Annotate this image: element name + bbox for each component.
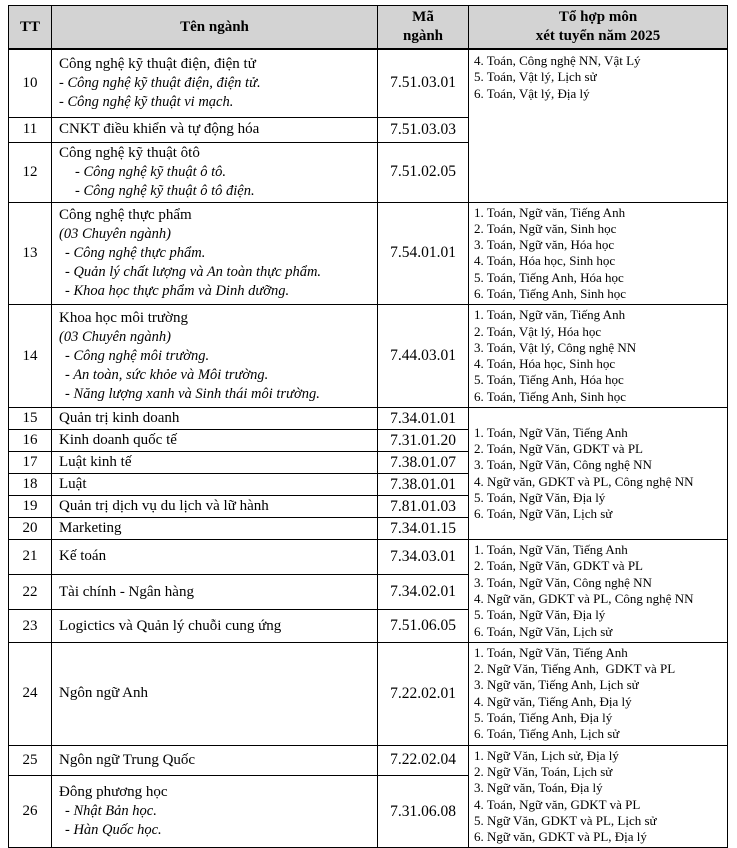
major-title: Đông phương học: [59, 784, 168, 801]
combo-line: 2. Ngữ Văn, Tiếng Anh, GDKT và PL: [474, 661, 676, 677]
row-24-tt: 24: [9, 642, 52, 745]
major-subitem: - Công nghệ môi trường.: [65, 347, 210, 364]
combo-group-21-23: [469, 540, 728, 643]
header-code-line2: ngành: [402, 28, 444, 44]
table-row: [9, 305, 728, 408]
header-row: [9, 6, 728, 50]
admissions-table: [8, 5, 728, 848]
combo-line: 1. Toán, Ngữ Văn, Tiếng Anh: [474, 644, 628, 660]
combo-group-13: [469, 202, 728, 305]
combo-line: 1. Toán, Ngữ văn, Tiếng Anh: [474, 307, 626, 323]
major-title: Quản trị kinh doanh: [59, 410, 180, 427]
combo-line: 1. Toán, Ngữ văn, Tiếng Anh: [474, 204, 626, 220]
row-23-tt: 23: [9, 610, 52, 643]
row-14-name: [52, 305, 378, 408]
combo-line: 6. Toán, Tiếng Anh, Sinh học: [474, 388, 626, 404]
row-25-tt: 25: [9, 745, 52, 775]
row-21-code: 7.34.03.01: [378, 540, 469, 575]
major-title: Ngôn ngữ Trung Quốc: [59, 751, 196, 768]
major-subitem: - Khoa học thực phẩm và Dinh dưỡng.: [65, 282, 290, 299]
combo-line: 1. Toán, Ngữ Văn, Tiếng Anh: [474, 542, 628, 558]
header-name-label: Tên ngành: [180, 18, 249, 35]
row-13-name: [52, 202, 378, 305]
combo-line: 4. Toán, Công nghệ NN, Vật Lý: [474, 53, 641, 68]
table-row: [9, 49, 728, 117]
row-16-tt: 16: [9, 430, 52, 452]
combo-line: 4. Toán, Hóa học, Sinh học: [474, 356, 616, 372]
header-tt: [9, 6, 52, 50]
major-subitem: - Công nghệ thực phẩm.: [65, 244, 206, 261]
major-title: Marketing: [59, 520, 122, 537]
major-title: Quản trị dịch vụ du lịch và lữ hành: [59, 498, 269, 515]
major-title: Kế toán: [59, 548, 107, 565]
row-19-code: 7.81.01.03: [378, 496, 469, 518]
row-13-code: 7.54.01.01: [378, 202, 469, 305]
row-24-name: [52, 642, 378, 745]
header-tt-label: TT: [19, 18, 40, 35]
major-note: (03 Chuyên ngành): [59, 225, 171, 242]
combo-line: 6. Toán, Ngữ Văn, Lịch sử: [474, 623, 613, 639]
combo-group-24: [469, 642, 728, 745]
combo-line: 3. Ngữ văn, Tiếng Anh, Lịch sử: [474, 677, 639, 693]
major-title: Logictics và Quản lý chuỗi cung ứng: [59, 617, 282, 634]
row-24-code: 7.22.02.01: [378, 642, 469, 745]
major-subitem: - An toàn, sức khỏe và Môi trường.: [65, 366, 269, 383]
row-26-tt: 26: [9, 775, 52, 848]
row-22-name: [52, 574, 378, 610]
row-14-tt: 14: [9, 305, 52, 408]
combo-line: 3. Toán, Ngữ Văn, Công nghệ NN: [474, 457, 652, 473]
major-subitem: - Công nghệ kỹ thuật ô tô điện.: [75, 182, 255, 199]
combo-line: 3. Ngữ văn, Toán, Địa lý: [474, 780, 603, 796]
row-20-name: [52, 518, 378, 540]
header-combo: [469, 6, 728, 50]
combo-line: 3. Toán, Ngữ Văn, Công nghệ NN: [474, 574, 652, 590]
row-15-name: [52, 408, 378, 430]
combo-line: 6. Toán, Vật lý, Địa lý: [474, 85, 590, 101]
combo-line: 2. Toán, Vật lý, Hóa học: [474, 323, 602, 339]
major-subitem: - Nhật Bản học.: [65, 803, 157, 820]
combo-line: 6. Toán, Ngữ Văn, Lịch sử: [474, 506, 613, 522]
row-15-code: 7.34.01.01: [378, 408, 469, 430]
row-25-name: [52, 745, 378, 775]
row-23-code: 7.51.06.05: [378, 610, 469, 643]
row-18-code: 7.38.01.01: [378, 474, 469, 496]
row-17-name: [52, 452, 378, 474]
combo-line: 5. Toán, Ngữ Văn, Địa lý: [474, 489, 606, 505]
row-10-code: 7.51.03.01: [378, 49, 469, 117]
combo-line: 4. Toán, Hóa học, Sinh học: [474, 253, 616, 269]
combo-line: 2. Toán, Ngữ Văn, GDKT và PL: [474, 558, 643, 574]
row-10-tt: 10: [9, 49, 52, 117]
combo-line: 5. Toán, Vật lý, Lịch sử: [474, 69, 597, 85]
header-combo-line1: Tổ hợp môn: [558, 9, 638, 25]
row-17-code: 7.38.01.07: [378, 452, 469, 474]
combo-line: 4. Toán, Ngữ văn, GDKT và PL: [474, 796, 641, 812]
row-20-tt: 20: [9, 518, 52, 540]
header-combo-line2: xét tuyển năm 2025: [535, 28, 661, 44]
combo-line: 2. Ngữ Văn, Toán, Lịch sử: [474, 763, 613, 779]
major-title: Ngôn ngữ Anh: [59, 685, 148, 702]
major-title: Tài chính - Ngân hàng: [59, 583, 194, 600]
major-title: Công nghệ thực phẩm: [59, 206, 192, 223]
row-26-code: 7.31.06.08: [378, 775, 469, 848]
row-10-name: [52, 49, 378, 117]
row-12-tt: 12: [9, 142, 52, 202]
major-title: CNKT điều khiển và tự động hóa: [59, 121, 260, 137]
row-23-name: [52, 610, 378, 643]
combo-line: 2. Toán, Ngữ Văn, GDKT và PL: [474, 440, 643, 456]
major-subitem: - Công nghệ kỹ thuật điện, điện tử.: [59, 74, 261, 91]
combo-line: 4. Ngữ văn, GDKT và PL, Công nghệ NN: [474, 590, 694, 606]
row-13-tt: 13: [9, 202, 52, 305]
combo-line: 5. Toán, Ngữ Văn, Địa lý: [474, 607, 606, 623]
table-row: [9, 642, 728, 745]
major-title: Kinh doanh quốc tế: [59, 432, 177, 449]
major-title: Khoa học môi trường: [59, 309, 188, 326]
row-26-name: [52, 775, 378, 848]
row-14-code: 7.44.03.01: [378, 305, 469, 408]
header-code-line1: Mã: [412, 9, 434, 25]
row-15-tt: 15: [9, 408, 52, 430]
table-row: [9, 745, 728, 775]
combo-group-10-12: [469, 49, 728, 202]
row-11-name: [52, 117, 378, 142]
row-25-code: 7.22.02.04: [378, 745, 469, 775]
major-subitem: - Hàn Quốc học.: [65, 822, 162, 839]
row-11-code: 7.51.03.03: [378, 117, 469, 142]
major-subitem: - Công nghệ kỹ thuật ô tô.: [75, 163, 227, 180]
row-12-code: 7.51.02.05: [378, 142, 469, 202]
table-row: [9, 540, 728, 575]
row-17-tt: 17: [9, 452, 52, 474]
combo-line: 1. Toán, Ngữ Văn, Tiếng Anh: [474, 424, 628, 440]
combo-line: 4. Ngữ văn, Tiếng Anh, Địa lý: [474, 693, 632, 709]
major-subitem: - Năng lượng xanh và Sinh thái môi trường.: [65, 385, 320, 402]
combo-line: 3. Toán, Vật lý, Công nghệ NN: [474, 339, 637, 355]
row-20-code: 7.34.01.15: [378, 518, 469, 540]
header-code: [378, 6, 469, 50]
row-11-tt: 11: [9, 117, 52, 142]
combo-line: 1. Ngữ Văn, Lịch sử, Địa lý: [474, 747, 619, 763]
row-19-tt: 19: [9, 496, 52, 518]
combo-line: 5. Ngữ Văn, GDKT và PL, Lịch sử: [474, 812, 657, 828]
combo-line: 3. Toán, Ngữ văn, Hóa học: [474, 237, 615, 253]
combo-line: 5. Toán, Tiếng Anh, Hóa học: [474, 269, 624, 285]
table-row: [9, 202, 728, 305]
combo-line: 6. Toán, Tiếng Anh, Sinh học: [474, 285, 626, 301]
combo-line: 6. Ngữ văn, GDKT và PL, Địa lý: [474, 829, 647, 845]
table-row: [9, 408, 728, 430]
major-title: Luật: [59, 476, 87, 493]
row-22-tt: 22: [9, 574, 52, 610]
combo-group-25-26: [469, 745, 728, 848]
row-19-name: [52, 496, 378, 518]
major-title: Công nghệ kỹ thuật ôtô: [59, 144, 200, 161]
combo-group-15-20: [469, 408, 728, 540]
row-22-code: 7.34.02.01: [378, 574, 469, 610]
major-title: Công nghệ kỹ thuật điện, điện tử: [59, 55, 256, 72]
combo-line: 6. Toán, Tiếng Anh, Lịch sử: [474, 726, 620, 742]
row-16-name: [52, 430, 378, 452]
combo-line: 5. Toán, Tiếng Anh, Hóa học: [474, 372, 624, 388]
row-21-tt: 21: [9, 540, 52, 575]
major-subitem: - Công nghệ kỹ thuật vi mạch.: [59, 93, 234, 110]
major-note: (03 Chuyên ngành): [59, 328, 171, 345]
row-21-name: [52, 540, 378, 575]
combo-group-14: [469, 305, 728, 408]
major-subitem: - Quản lý chất lượng và An toàn thực phẩm.: [65, 263, 322, 280]
combo-line: 5. Toán, Tiếng Anh, Địa lý: [474, 710, 613, 726]
header-name: [52, 6, 378, 50]
combo-line: 4. Ngữ văn, GDKT và PL, Công nghệ NN: [474, 473, 694, 489]
combo-line: 2. Toán, Ngữ văn, Sinh học: [474, 220, 617, 236]
major-title: Luật kinh tế: [59, 454, 132, 471]
row-18-tt: 18: [9, 474, 52, 496]
row-16-code: 7.31.01.20: [378, 430, 469, 452]
row-12-name: [52, 142, 378, 202]
row-18-name: [52, 474, 378, 496]
